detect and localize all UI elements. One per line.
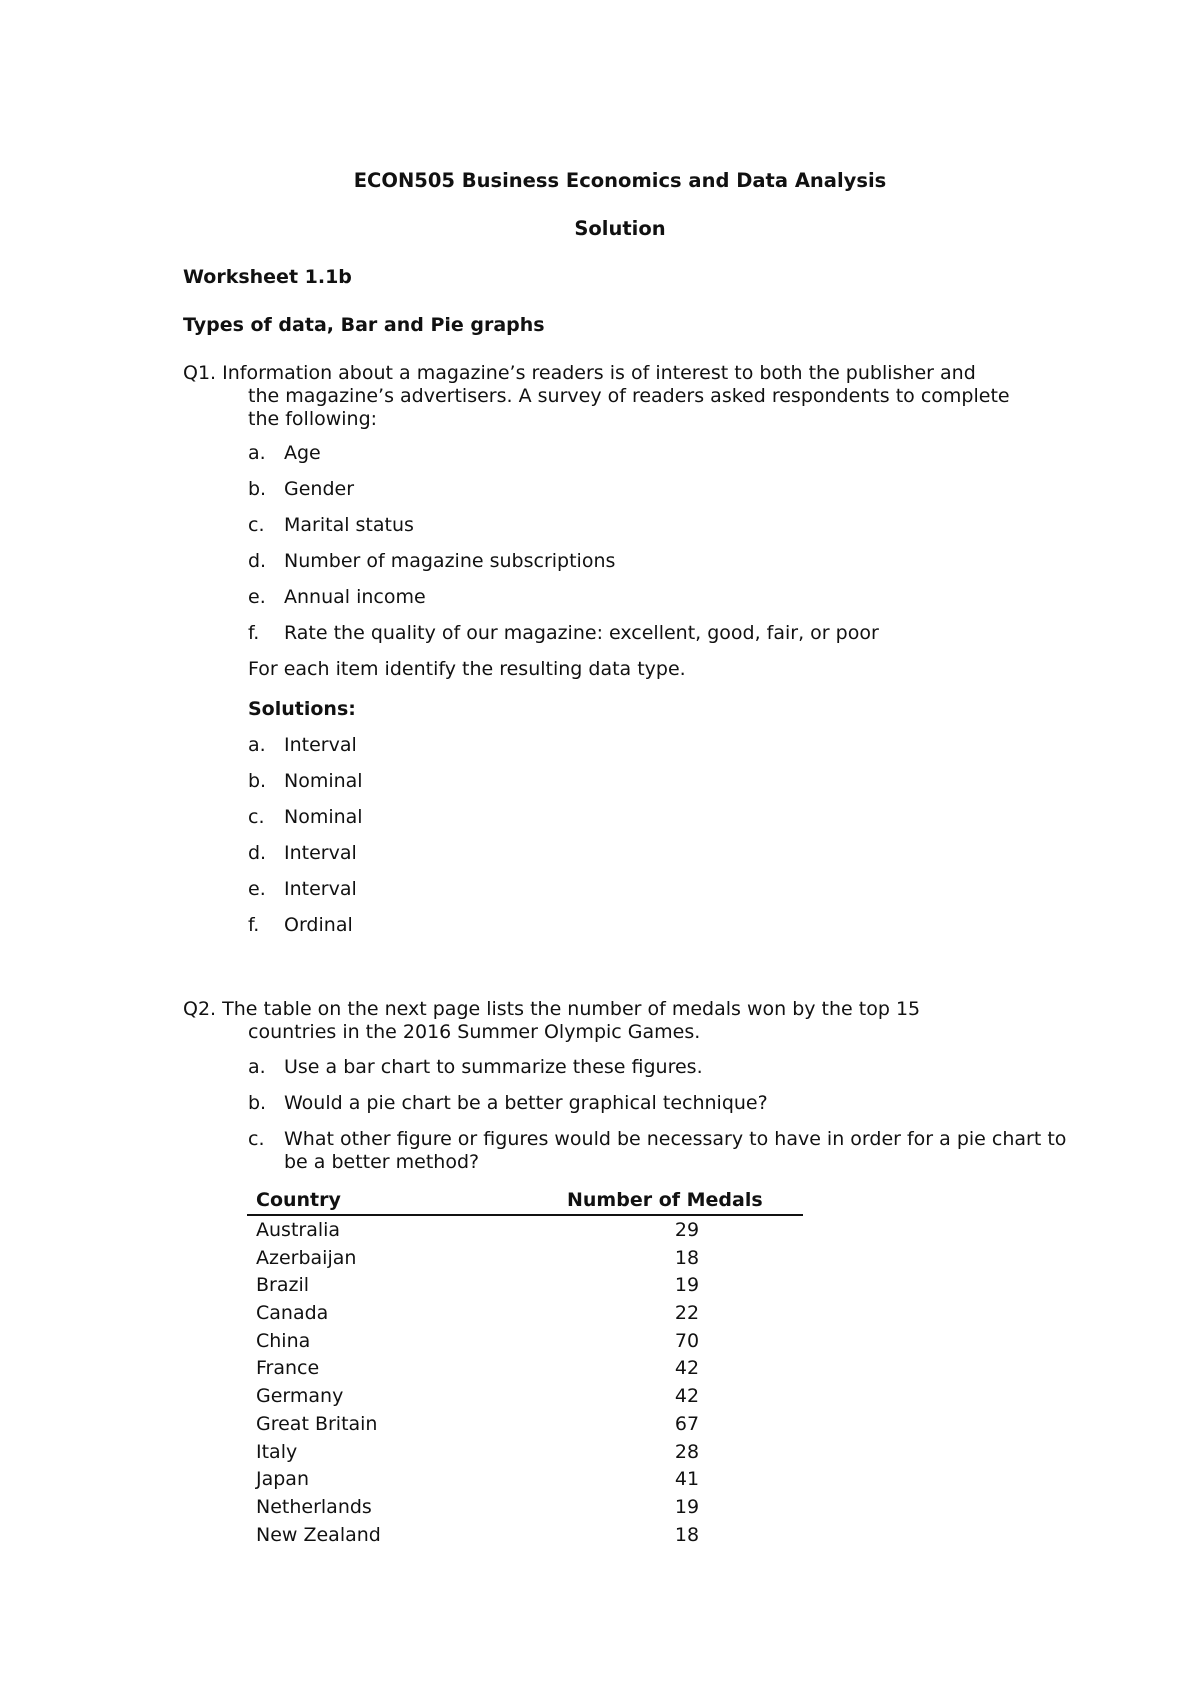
q1-instruction: For each item identify the resulting data type.: [248, 658, 686, 680]
table-row: [247, 1438, 803, 1466]
solution-text: Interval: [284, 878, 357, 900]
list-marker: f.: [248, 914, 260, 936]
country-cell: Azerbaijan: [256, 1246, 357, 1269]
solution-b: [248, 770, 363, 793]
list-marker: d.: [248, 842, 267, 864]
q1-item-a: [248, 442, 321, 465]
country-cell: Italy: [256, 1440, 298, 1463]
table-row: [247, 1410, 803, 1438]
list-marker: a.: [248, 442, 266, 464]
worksheet-topic: Types of data, Bar and Pie graphs: [183, 314, 545, 336]
list-item-text: Annual income: [284, 586, 426, 608]
list-marker: c.: [248, 806, 265, 828]
medals-cell: 28: [674, 1440, 700, 1463]
solution-d: [248, 842, 357, 865]
country-cell: France: [256, 1357, 320, 1380]
table-row: [247, 1382, 803, 1410]
country-cell: China: [256, 1329, 311, 1352]
country-cell: New Zealand: [256, 1523, 381, 1546]
country-cell: Great Britain: [256, 1412, 378, 1435]
table-row: [247, 1521, 803, 1549]
course-title: ECON505 Business Economics and Data Analysis: [353, 169, 887, 192]
solution-text: Interval: [284, 734, 357, 756]
medals-cell: 42: [674, 1385, 700, 1408]
column-header-medals: Number of Medals: [567, 1189, 763, 1211]
list-marker: d.: [248, 550, 267, 572]
table-row: [247, 1216, 803, 1244]
list-item-text: Marital status: [284, 514, 414, 536]
list-item-text: Would a pie chart be a better graphical technique?: [284, 1092, 768, 1114]
list-item-text: Rate the quality of our magazine: excellent, good, fair, or poor: [284, 622, 879, 644]
list-marker: b.: [248, 478, 267, 500]
q1-item-d: [248, 550, 615, 573]
table-row: [247, 1354, 803, 1382]
table-row: [247, 1465, 803, 1493]
list-marker: c.: [248, 1128, 265, 1150]
list-marker: c.: [248, 514, 265, 536]
country-cell: Japan: [256, 1468, 309, 1491]
list-marker: f.: [248, 622, 260, 644]
solution-c: [248, 806, 363, 829]
solution-text: Interval: [284, 842, 357, 864]
q1-text-line2: the magazine’s advertisers. A survey of readers asked respondents to complete: [248, 385, 1010, 407]
medals-table: [247, 1188, 803, 1548]
q2-item-c: [248, 1128, 1068, 1174]
country-cell: Germany: [256, 1385, 344, 1408]
list-item-text: Age: [284, 442, 321, 464]
list-marker: b.: [248, 770, 267, 792]
q1-item-f: [248, 622, 879, 645]
q1-text-1: Information about a magazine’s readers is of interest to both the publisher and: [222, 362, 976, 384]
medals-cell: 18: [674, 1523, 700, 1546]
solution-f: [248, 914, 353, 937]
q1-number: Q1.: [183, 362, 217, 384]
list-marker: a.: [248, 1056, 266, 1078]
country-cell: Netherlands: [256, 1495, 372, 1518]
solution-text: Ordinal: [284, 914, 353, 936]
column-header-country: Country: [256, 1189, 341, 1211]
medals-cell: 19: [674, 1495, 700, 1518]
table-body: [247, 1216, 803, 1548]
medals-cell: 22: [674, 1302, 700, 1325]
list-item-text: Number of magazine subscriptions: [284, 550, 616, 572]
medals-cell: 42: [674, 1357, 700, 1380]
solution-e: [248, 878, 357, 901]
q1-item-e: [248, 586, 426, 609]
q2-text-line2: countries in the 2016 Summer Olympic Games.: [248, 1021, 701, 1043]
table-row: [247, 1244, 803, 1272]
medals-cell: 67: [674, 1412, 700, 1435]
table-row: [247, 1493, 803, 1521]
country-cell: Canada: [256, 1302, 329, 1325]
list-marker: e.: [248, 586, 266, 608]
medals-cell: 41: [674, 1468, 700, 1491]
table-header: [247, 1188, 803, 1216]
q1-item-b: [248, 478, 354, 501]
q2-item-a: [248, 1056, 703, 1079]
medals-cell: 18: [674, 1246, 700, 1269]
q2-text-line1: [183, 998, 1083, 1021]
document-subtitle: Solution: [574, 217, 666, 240]
table-row: [247, 1327, 803, 1355]
q2-item-b: [248, 1092, 768, 1115]
solution-text: Nominal: [284, 806, 363, 828]
worksheet-label: Worksheet 1.1b: [183, 266, 352, 288]
list-marker: a.: [248, 734, 266, 756]
list-item-text: What other figure or figures would be necessary to have in order for a pie chart to be a better method?: [284, 1128, 1067, 1173]
table-row: [247, 1299, 803, 1327]
table-row: [247, 1271, 803, 1299]
country-cell: Brazil: [256, 1274, 310, 1297]
solutions-heading: Solutions:: [248, 698, 356, 720]
q2-number: Q2.: [183, 998, 217, 1020]
solution-text: Nominal: [284, 770, 363, 792]
country-cell: Australia: [256, 1219, 341, 1241]
medals-cell: 29: [674, 1219, 700, 1241]
medals-cell: 70: [674, 1329, 700, 1352]
list-item-text: Use a bar chart to summarize these figures.: [284, 1056, 703, 1078]
q1-item-c: [248, 514, 414, 537]
q2-text-1: The table on the next page lists the number of medals won by the top 15: [222, 998, 921, 1020]
solution-a: [248, 734, 357, 757]
list-marker: e.: [248, 878, 266, 900]
medals-cell: 19: [674, 1274, 700, 1297]
q1-text-line1: [183, 362, 1083, 385]
list-marker: b.: [248, 1092, 267, 1114]
list-item-text: Gender: [284, 478, 355, 500]
q1-text-line3: the following:: [248, 408, 378, 430]
